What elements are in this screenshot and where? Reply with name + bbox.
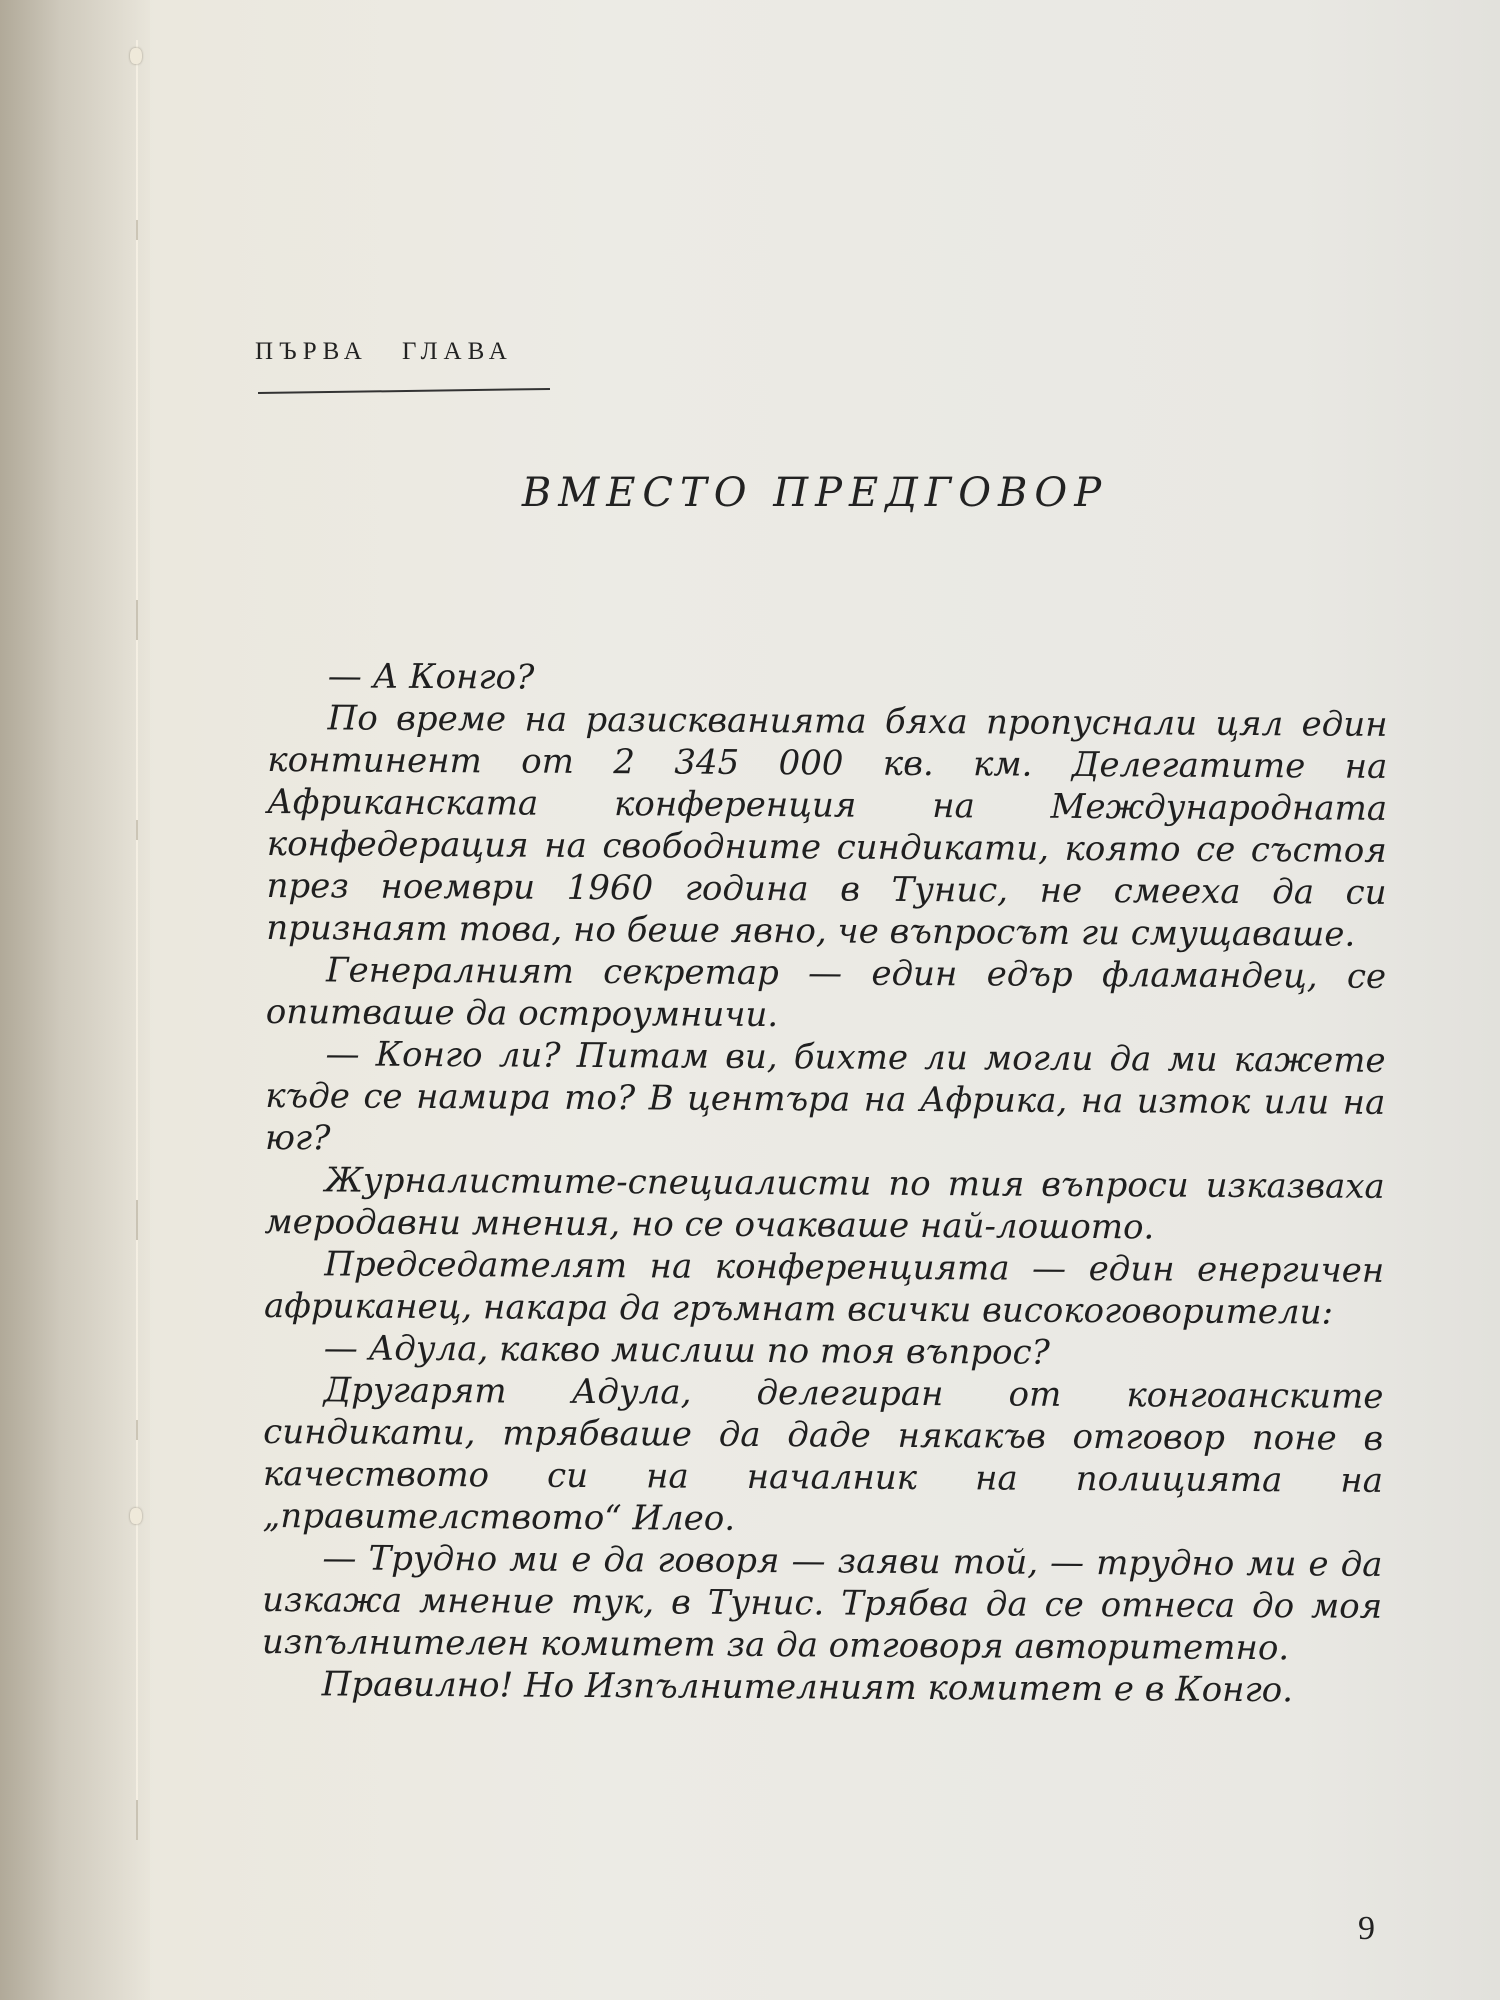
binding-thread bbox=[136, 40, 138, 1840]
paragraph: Председателят на конференцията — един енергичен африканец, накара да гръмнат всички високоговорители: bbox=[263, 1244, 1385, 1333]
paragraph: Генералният секретар — един едър фламандец, се опитваше да остроумничи. bbox=[265, 950, 1387, 1036]
paragraph: — А Конго? bbox=[327, 656, 535, 698]
paragraph: — Адула, какво мислиш по тоя въпрос? bbox=[323, 1328, 1050, 1373]
paragraph: — Трудно ми е да говоря — заяви той, — трудно ми е да изкажа мнение тук, в Тунис. Трябва да се отнеса до моя изпълнителен комитет за да отговоря авторитетно. bbox=[261, 1538, 1383, 1669]
paragraph: Правилно! Но Изпълнителният комитет е в Конго. bbox=[321, 1664, 1294, 1711]
page-number: 9 bbox=[1358, 1910, 1375, 1947]
chapter-underline bbox=[258, 388, 550, 394]
paragraph: Журналистите-специалисти по тия въпроси изказваха меродавни мнения, но се очакваше най-лошото. bbox=[264, 1160, 1385, 1248]
binding-stitch bbox=[130, 1508, 142, 1524]
gutter-shadow bbox=[0, 0, 150, 2000]
paragraph: По време на разискванията бяха пропуснали цял един континент от 2 345 000 кв. км. Делегатите на Африканската конференция на Международната конфедерация на свободните синдикати, която се състоя през ноември 1960 година в Тунис, не смееха да си признаят това, но беше явно, че въпросът ги смущаваше. bbox=[266, 698, 1388, 955]
binding-stitch bbox=[130, 48, 142, 64]
paragraph: — Конго ли? Питам ви, бихте ли могли да ми кажете къде се намира то? В центъра на Африка, на изток или на юг? bbox=[264, 1034, 1386, 1159]
chapter-title: ВМЕСТО ПРЕДГОВОР bbox=[521, 470, 1109, 516]
chapter-body bbox=[262, 655, 1388, 1712]
chapter-label: ПЪРВА ГЛАВА bbox=[255, 338, 513, 365]
paragraph: Другарят Адула, делегиран от конгоанските синдикати, трябваше да даде някакъв отговор поне в качеството си на началник на полицията на „правителството“ Илео. bbox=[262, 1370, 1384, 1539]
